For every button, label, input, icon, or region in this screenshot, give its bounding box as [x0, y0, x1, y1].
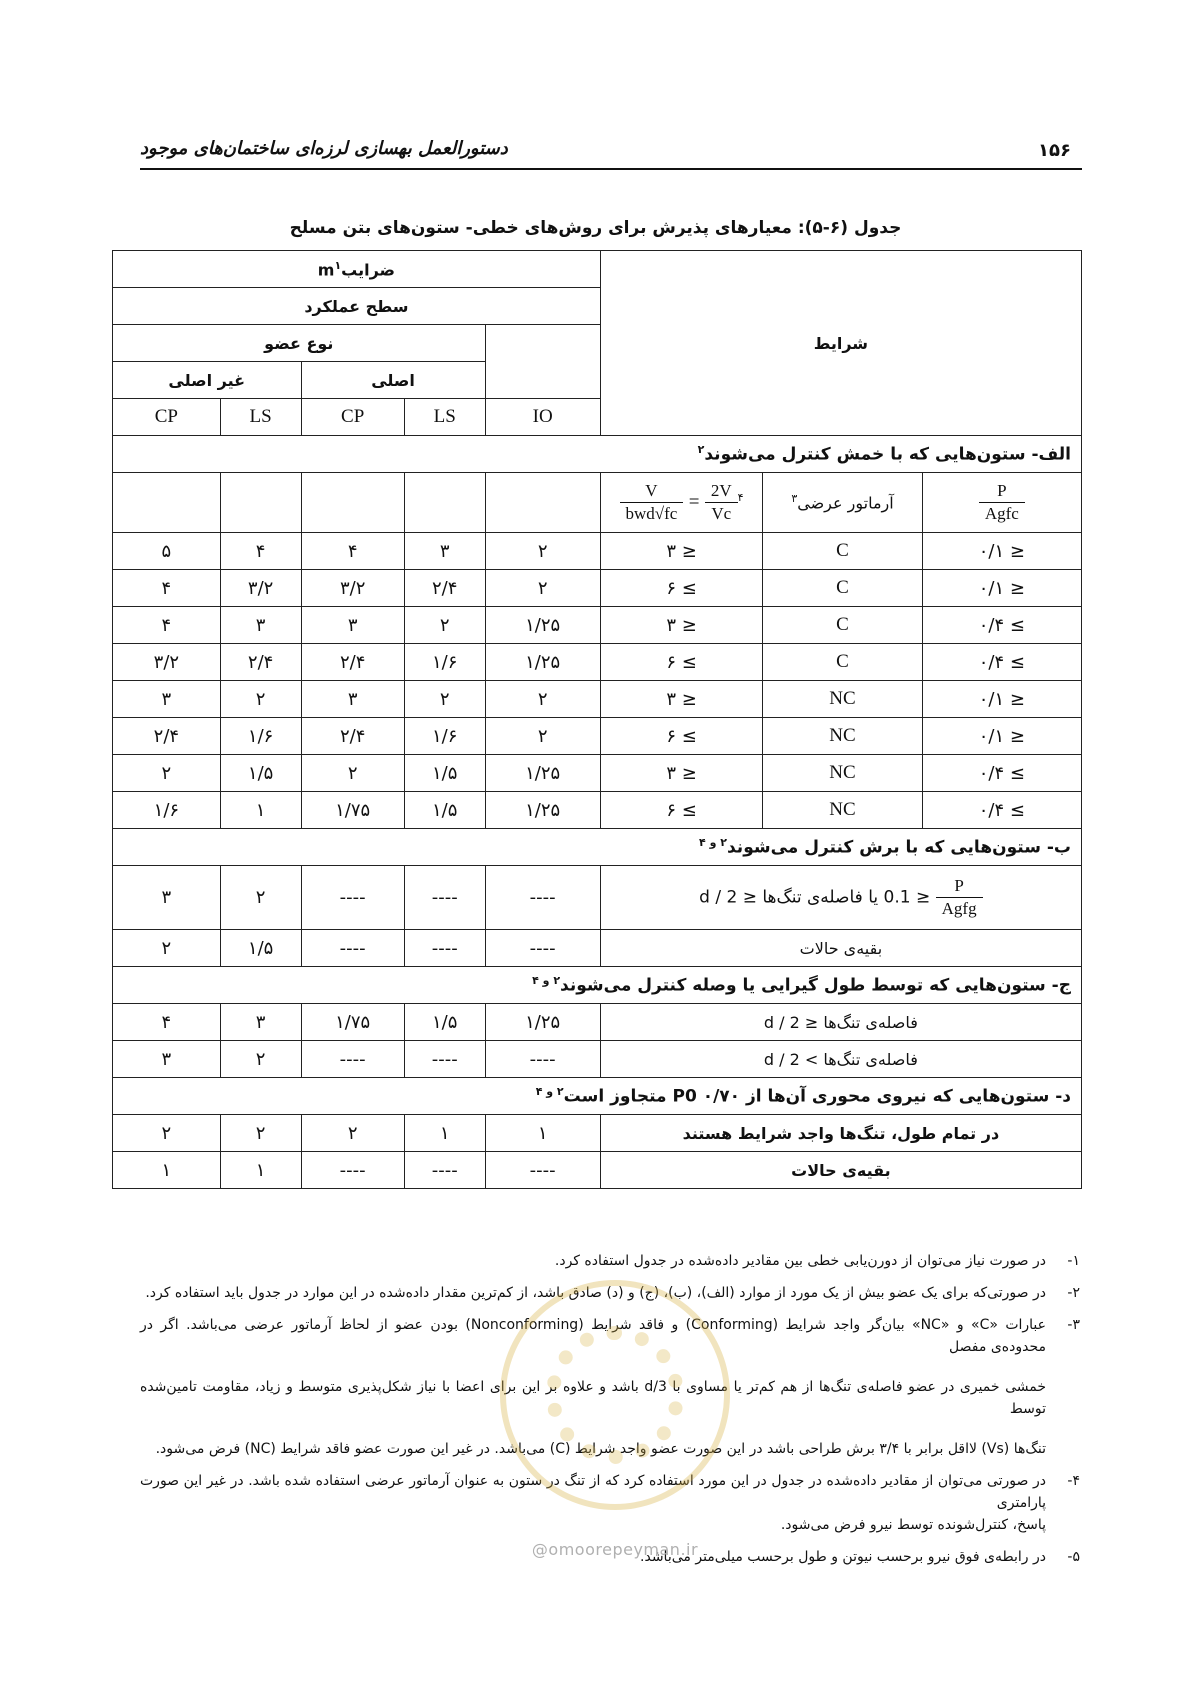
flexure-row — [113, 792, 1082, 829]
flexure-primary-cp: ۴ — [301, 533, 404, 570]
flexure-io: ۱/۲۵ — [485, 792, 600, 829]
splice-row — [113, 1004, 1082, 1041]
primary-cp-header: CP — [301, 399, 404, 436]
shear-1-io: ---- — [485, 866, 600, 930]
axial-secondary-ls: ۱ — [220, 1152, 301, 1189]
section-d-title: د- ستون‌هایی که نیروی محوری آن‌ها از ۰/۷۰ P0 متجاوز است$^{۲ و ۴}$ — [113, 1078, 1082, 1115]
shear-2-secondary-ls: ۱/۵ — [220, 930, 301, 967]
footnote-2 — [140, 1282, 1080, 1304]
flexure-shear-ratio: ≤ ۳ — [600, 681, 763, 718]
flexure-transverse: NC — [763, 718, 922, 755]
transverse-reinforcement-param: آرماتور عرضی$^۳$ — [763, 473, 922, 533]
shear-1-secondary-ls: ۲ — [220, 866, 301, 930]
footnote-1 — [140, 1250, 1080, 1272]
flexure-axial-ratio: ≥ ۰/۴ — [922, 755, 1081, 792]
page-number: ۱۵۶ — [1038, 140, 1071, 161]
footnotes — [140, 1250, 1080, 1578]
flexure-primary-ls: ۲/۴ — [404, 570, 485, 607]
splice-secondary-ls: ۳ — [220, 1004, 301, 1041]
flexure-io: ۲ — [485, 718, 600, 755]
axial-primary-ls: ---- — [404, 1152, 485, 1189]
splice-io: ۱/۲۵ — [485, 1004, 600, 1041]
section-b-title: ب- ستون‌هایی که با برش کنترل می‌شوند$^{۲ و ۴}$ — [113, 829, 1082, 866]
flexure-shear-ratio: ≤ ۳ — [600, 533, 763, 570]
flexure-primary-ls: ۱/۵ — [404, 792, 485, 829]
flexure-primary-cp: ۲/۴ — [301, 644, 404, 681]
axial-io: ۱ — [485, 1115, 600, 1152]
flexure-secondary-ls: ۴ — [220, 533, 301, 570]
flexure-row — [113, 718, 1082, 755]
primary-header: اصلی — [301, 362, 485, 399]
flexure-row — [113, 644, 1082, 681]
shear-condition-1: $\frac{P}{\text{Agfg}}$ ≤ 0.1 یا فاصله‌ی تنگ‌ها ≤ d / 2 — [600, 866, 1081, 930]
flexure-transverse: NC — [763, 792, 922, 829]
flexure-io: ۱/۲۵ — [485, 607, 600, 644]
acceptance-criteria-table — [112, 250, 1082, 1189]
primary-ls-header: LS — [404, 399, 485, 436]
flexure-row — [113, 607, 1082, 644]
splice-condition: فاصله‌ی تنگ‌ها > d / 2 — [600, 1041, 1081, 1078]
axial-row — [113, 1152, 1082, 1189]
splice-secondary-cp: ۴ — [113, 1004, 221, 1041]
flexure-io: ۱/۲۵ — [485, 644, 600, 681]
shear-ratio-param: $\frac{V}{\text{bwd√fc}}$ = $\frac{2V}{Vc}$ $^۴$ — [600, 473, 763, 533]
flexure-transverse: C — [763, 644, 922, 681]
axial-secondary-cp: ۱ — [113, 1152, 221, 1189]
footnote-4 — [140, 1470, 1080, 1536]
splice-secondary-cp: ۳ — [113, 1041, 221, 1078]
flexure-axial-ratio: ≥ ۰/۴ — [922, 792, 1081, 829]
splice-primary-cp: ---- — [301, 1041, 404, 1078]
flexure-io: ۲ — [485, 681, 600, 718]
watermark-text: @omoorepeyman.ir — [531, 1540, 699, 1559]
flexure-axial-ratio: ≥ ۰/۴ — [922, 607, 1081, 644]
secondary-cp-header: CP — [113, 399, 221, 436]
io-header-spacer — [485, 325, 600, 399]
footnote-ref: ۱ — [334, 258, 342, 272]
shear-2-primary-cp: ---- — [301, 930, 404, 967]
footnote-marker: ۱- — [1067, 1253, 1080, 1269]
flexure-secondary-cp: ۱/۶ — [113, 792, 221, 829]
member-type-header: نوع عضو — [113, 325, 486, 362]
flexure-primary-cp: ۲/۴ — [301, 718, 404, 755]
axial-row — [113, 1115, 1082, 1152]
flexure-secondary-cp: ۵ — [113, 533, 221, 570]
io-header: IO — [485, 399, 600, 436]
footnote-marker: ۴- — [1067, 1473, 1080, 1489]
shear-condition-2: بقیه‌ی حالات — [600, 930, 1081, 967]
flexure-secondary-ls: ۱/۶ — [220, 718, 301, 755]
footnote-line: در صورت نیاز می‌توان از دورن‌یابی خطی بین مقادیر داده‌شده در جدول استفاده کرد. — [554, 1253, 1046, 1269]
axial-secondary-cp: ۲ — [113, 1115, 221, 1152]
flexure-row — [113, 681, 1082, 718]
axial-secondary-ls: ۲ — [220, 1115, 301, 1152]
section-c-title: ج- ستون‌هایی که توسط طول گیرایی یا وصله کنترل می‌شوند$^{۲ و ۴}$ — [113, 967, 1082, 1004]
axial-condition: بقیه‌ی حالات — [600, 1152, 1081, 1189]
splice-row — [113, 1041, 1082, 1078]
splice-io: ---- — [485, 1041, 600, 1078]
flexure-primary-cp: ۳ — [301, 681, 404, 718]
shear-1-primary-ls: ---- — [404, 866, 485, 930]
shear-1-primary-cp: ---- — [301, 866, 404, 930]
flexure-transverse: C — [763, 607, 922, 644]
flexure-axial-ratio: ≤ ۰/۱ — [922, 570, 1081, 607]
flexure-axial-ratio: ≤ ۰/۱ — [922, 533, 1081, 570]
flexure-secondary-cp: ۲ — [113, 755, 221, 792]
flexure-secondary-ls: ۳/۲ — [220, 570, 301, 607]
flexure-primary-cp: ۱/۷۵ — [301, 792, 404, 829]
secondary-ls-header: LS — [220, 399, 301, 436]
flexure-secondary-ls: ۲ — [220, 681, 301, 718]
flexure-secondary-ls: ۱/۵ — [220, 755, 301, 792]
flexure-shear-ratio: ≥ ۶ — [600, 644, 763, 681]
flexure-primary-ls: ۲ — [404, 607, 485, 644]
footnote-line: عبارات «C» و «NC» بیان‌گر واجد شرایط (Conforming) و فاقد شرایط (Nonconforming) بودن عضو از لحاظ آرماتور عرضی می‌باشد. اگر در محدوده‌ی مفصل — [140, 1317, 1047, 1355]
flexure-primary-cp: ۳/۲ — [301, 570, 404, 607]
flexure-row — [113, 755, 1082, 792]
footnote-marker: ۳- — [1067, 1317, 1080, 1333]
flexure-primary-cp: ۲ — [301, 755, 404, 792]
flexure-primary-ls: ۱/۶ — [404, 718, 485, 755]
splice-primary-ls: ۱/۵ — [404, 1004, 485, 1041]
flexure-shear-ratio: ≥ ۶ — [600, 792, 763, 829]
performance-level-header: سطح عملکرد — [113, 288, 601, 325]
table-caption: جدول (۶-۵): معیارهای پذیرش برای روش‌های خطی- ستون‌های بتن مسلح — [289, 218, 902, 238]
footnote-line: در صورتی‌که برای یک عضو بیش از یک مورد از موارد (الف)، (ب)، (ج) و (د) صادق باشد، از کم‌ترین مقدار داده‌شده در این موارد در جدول باید استفاده کرد. — [145, 1285, 1046, 1301]
axial-io: ---- — [485, 1152, 600, 1189]
axial-primary-ls: ۱ — [404, 1115, 485, 1152]
footnote-line: پاسخ، کنترل‌شونده توسط نیرو فرض می‌شود. — [780, 1517, 1046, 1533]
flexure-shear-ratio: ≥ ۶ — [600, 570, 763, 607]
running-title: دستورالعمل بهسازی لرزه‌ای ساختمان‌های موجود — [140, 138, 508, 159]
footnote-line: در رابطه‌ی فوق نیرو برحسب نیوتن و طول برحسب میلی‌متر می‌باشد. — [640, 1549, 1046, 1565]
shear-2-secondary-cp: ۲ — [113, 930, 221, 967]
flexure-secondary-ls: ۳ — [220, 607, 301, 644]
shear-2-primary-ls: ---- — [404, 930, 485, 967]
flexure-transverse: NC — [763, 755, 922, 792]
footnote-marker: ۲- — [1067, 1285, 1080, 1301]
axial-primary-cp: ---- — [301, 1152, 404, 1189]
shear-1-secondary-cp: ۳ — [113, 866, 221, 930]
footnote-marker: ۵- — [1067, 1549, 1080, 1565]
flexure-primary-ls: ۱/۵ — [404, 755, 485, 792]
splice-secondary-ls: ۲ — [220, 1041, 301, 1078]
secondary-header: غیر اصلی — [113, 362, 302, 399]
flexure-secondary-cp: ۳/۲ — [113, 644, 221, 681]
footnote-line: خمشی خمیری در عضو فاصله‌ی تنگ‌ها از هم کم‌تر یا مساوی با d/3 باشد و علاوه بر این برای اعضا با نیاز شکل‌پذیری متوسط و زیاد، مقاومت تامین‌شده توسط — [140, 1379, 1046, 1417]
flexure-transverse: C — [763, 533, 922, 570]
coefficients-header: ضرایبm$^۱$ — [113, 251, 601, 288]
axial-ratio-param: $\frac{P}{\text{Agfc}}$ — [922, 473, 1081, 533]
flexure-row — [113, 533, 1082, 570]
flexure-secondary-cp: ۲/۴ — [113, 718, 221, 755]
flexure-secondary-cp: ۳ — [113, 681, 221, 718]
flexure-primary-ls: ۳ — [404, 533, 485, 570]
flexure-shear-ratio: ≤ ۳ — [600, 755, 763, 792]
flexure-axial-ratio: ≤ ۰/۱ — [922, 681, 1081, 718]
header-rule — [140, 168, 1082, 170]
splice-primary-ls: ---- — [404, 1041, 485, 1078]
splice-primary-cp: ۱/۷۵ — [301, 1004, 404, 1041]
flexure-secondary-cp: ۴ — [113, 607, 221, 644]
conditions-header: شرایط — [600, 251, 1081, 436]
flexure-shear-ratio: ≤ ۳ — [600, 607, 763, 644]
flexure-secondary-cp: ۴ — [113, 570, 221, 607]
flexure-primary-cp: ۳ — [301, 607, 404, 644]
flexure-io: ۱/۲۵ — [485, 755, 600, 792]
section-a-title: الف- ستون‌هایی که با خمش کنترل می‌شوند$^۲$ — [113, 436, 1082, 473]
footnote-line: در صورتی می‌توان از مقادیر داده‌شده در جدول در این مورد استفاده کرد که از تنگ در ستون به عنوان آرماتور عرضی استفاده شده باشد. در غیر این صورت پارامتری — [140, 1473, 1046, 1511]
footnote-line: تنگ‌ها (Vs) لااقل برابر با ۳/۴ برش طراحی باشد در این صورت عضو واجد شرایط (C) می‌باشد. در غیر این صورت عضو فاقد شرایط (NC) فرض می‌شود. — [155, 1441, 1046, 1457]
flexure-secondary-ls: ۲/۴ — [220, 644, 301, 681]
footnote-3 — [140, 1314, 1080, 1460]
flexure-primary-ls: ۱/۶ — [404, 644, 485, 681]
flexure-io: ۲ — [485, 570, 600, 607]
axial-primary-cp: ۲ — [301, 1115, 404, 1152]
shear-2-io: ---- — [485, 930, 600, 967]
flexure-shear-ratio: ≥ ۶ — [600, 718, 763, 755]
flexure-transverse: NC — [763, 681, 922, 718]
flexure-primary-ls: ۲ — [404, 681, 485, 718]
axial-condition: در تمام طول، تنگ‌ها واجد شرایط هستند — [600, 1115, 1081, 1152]
flexure-io: ۲ — [485, 533, 600, 570]
flexure-secondary-ls: ۱ — [220, 792, 301, 829]
flexure-axial-ratio: ≥ ۰/۴ — [922, 644, 1081, 681]
flexure-row — [113, 570, 1082, 607]
splice-condition: فاصله‌ی تنگ‌ها ≤ d / 2 — [600, 1004, 1081, 1041]
flexure-axial-ratio: ≤ ۰/۱ — [922, 718, 1081, 755]
flexure-transverse: C — [763, 570, 922, 607]
